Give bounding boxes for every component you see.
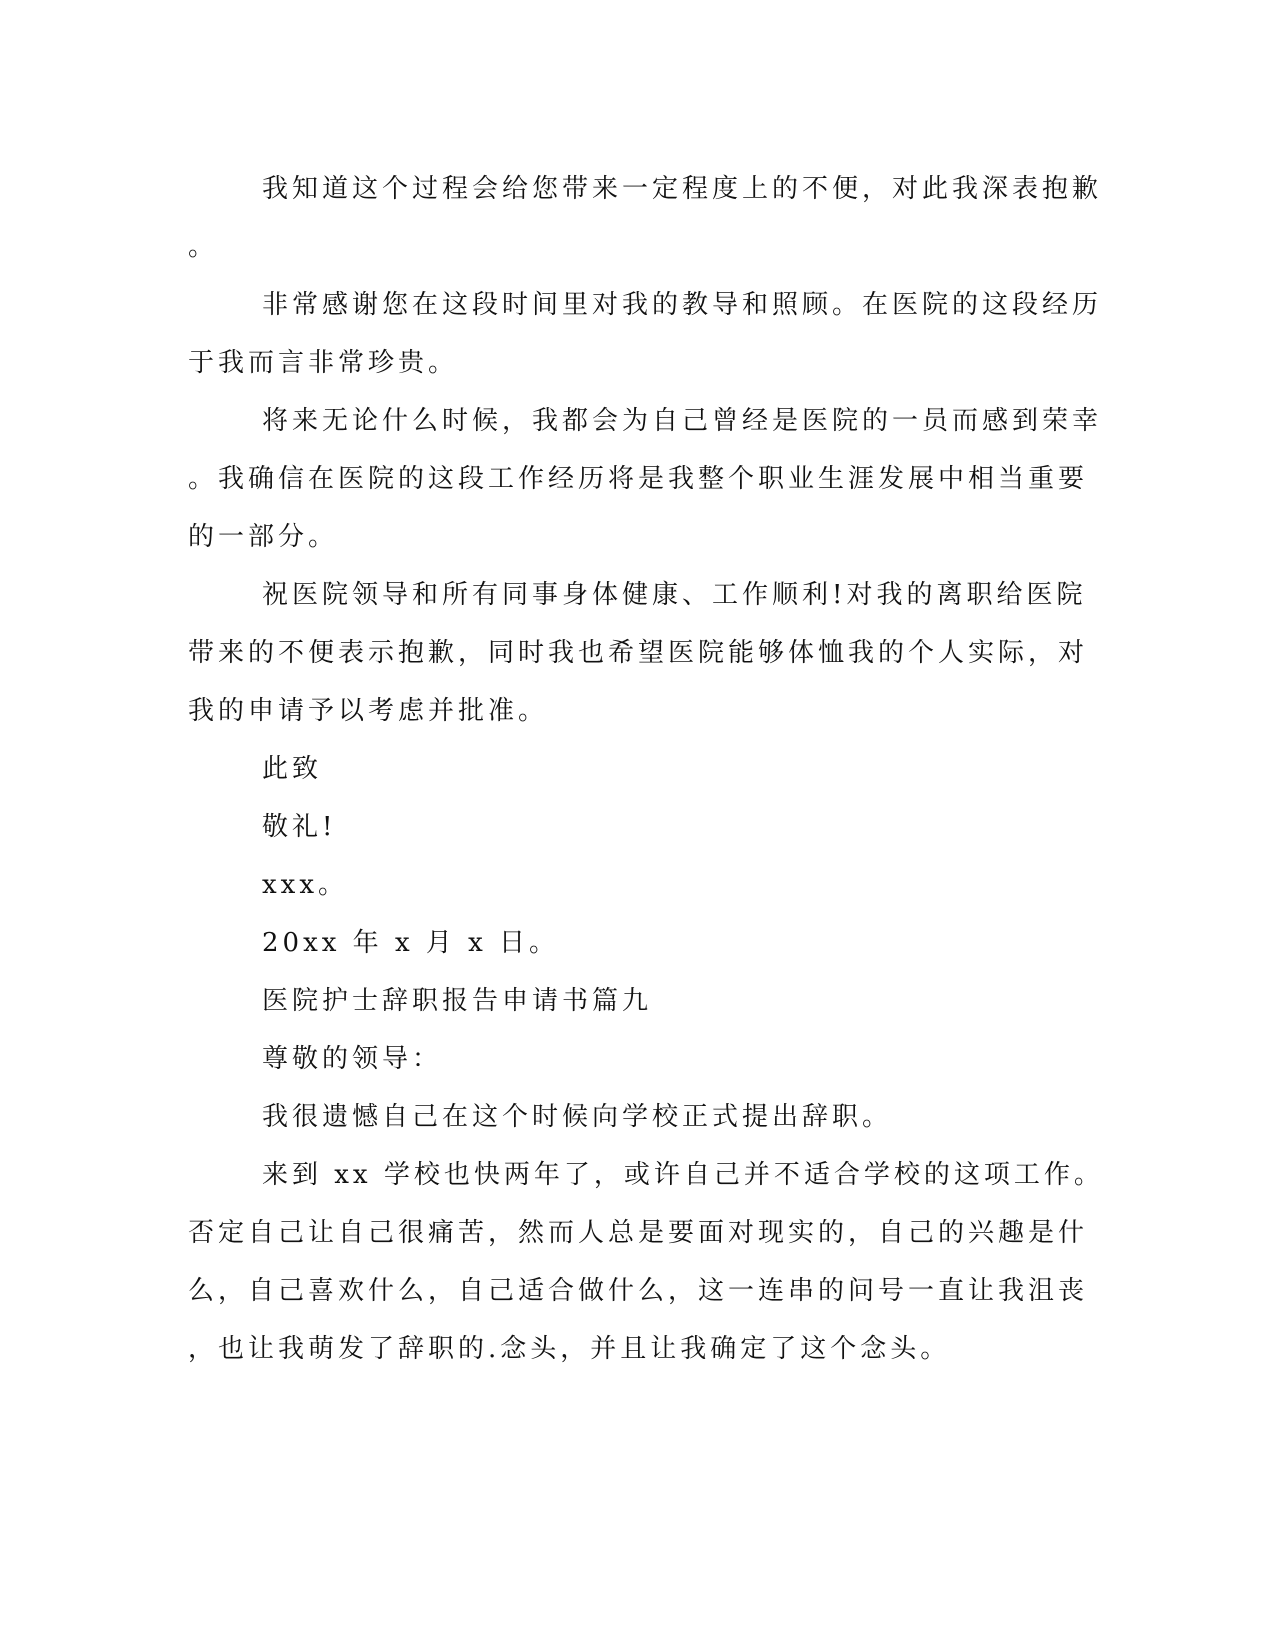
section-title: 医院护士辞职报告申请书篇九	[262, 986, 653, 1016]
paragraph-line: ，也让我萌发了辞职的.念头，并且让我确定了这个念头。	[188, 1334, 951, 1364]
paragraph-line: 。我确信在医院的这段工作经历将是我整个职业生涯发展中相当重要	[188, 464, 1089, 494]
paragraph-line: 我很遗憾自己在这个时候向学校正式提出辞职。	[262, 1102, 893, 1132]
paragraph-line: 我知道这个过程会给您带来一定程度上的不便，对此我深表抱歉	[262, 174, 1103, 204]
paragraph-line: 带来的不便表示抱歉，同时我也希望医院能够体恤我的个人实际，对	[188, 638, 1089, 668]
signature-date: 20xx 年 x 月 x 日。	[262, 928, 560, 958]
paragraph-line: 来到 xx 学校也快两年了，或许自己并不适合学校的这项工作。	[262, 1160, 1104, 1190]
paragraph-line: 么，自己喜欢什么，自己适合做什么，这一连串的问号一直让我沮丧	[188, 1276, 1089, 1306]
paragraph-line: 非常感谢您在这段时间里对我的教导和照顾。在医院的这段经历	[262, 290, 1103, 320]
paragraph-line: 否定自己让自己很痛苦，然而人总是要面对现实的，自己的兴趣是什	[188, 1218, 1089, 1248]
closing-regards: 敬礼!	[262, 812, 337, 842]
closing-salutation: 此致	[262, 754, 323, 784]
greeting: 尊敬的领导：	[262, 1044, 443, 1074]
paragraph-line: 将来无论什么时候，我都会为自己曾经是医院的一员而感到荣幸	[262, 406, 1103, 436]
paragraph-line: 于我而言非常珍贵。	[188, 348, 459, 378]
paragraph-line: 的一部分。	[188, 522, 339, 552]
paragraph-line: 。	[188, 232, 219, 262]
paragraph-line: 我的申请予以考虑并批准。	[188, 696, 549, 726]
signature-name: xxx。	[262, 870, 348, 900]
paragraph-line: 祝医院领导和所有同事身体健康、工作顺利!对我的离职给医院	[262, 580, 1087, 610]
